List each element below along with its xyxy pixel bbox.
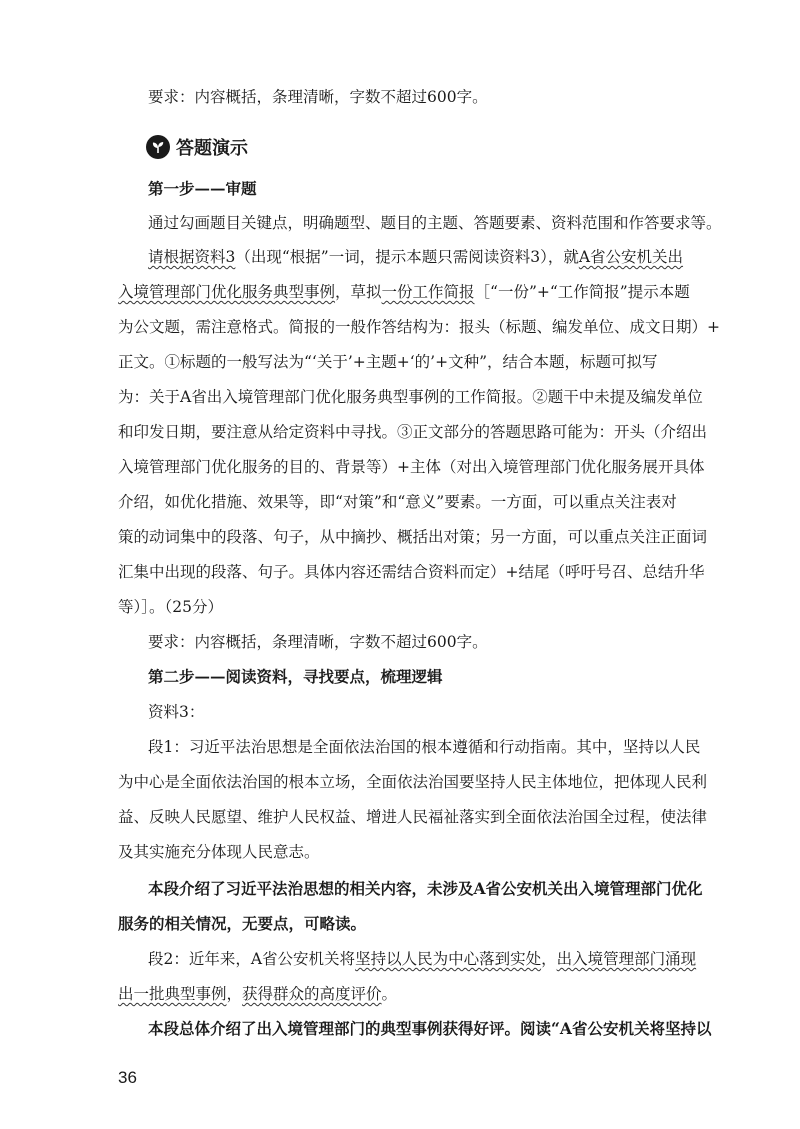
step1-requirement: 要求：内容概括，条理清晰，字数不超过600字。 xyxy=(148,633,488,651)
underlined-phrase: 请根据资料3 xyxy=(148,248,236,266)
section-header xyxy=(146,134,248,160)
step1-paragraph-line: 和印发日期，要注意从给定资料中寻找。③正文部分的答题思路可能为：开头（介绍出 xyxy=(118,423,708,441)
underlined-phrase: 出一批典型事例 xyxy=(118,985,227,1003)
underlined-phrase: A省公安机关出 xyxy=(578,248,684,266)
material-label: 资料3： xyxy=(148,703,205,721)
page-number: 36 xyxy=(118,1068,137,1087)
analysis-line: 服务的相关情况，无要点，可略读。 xyxy=(118,914,367,933)
material-paragraph-line: 出一批典型事例，获得群众的高度评价。 xyxy=(118,985,398,1003)
step1-paragraph-line: 入境管理部门优化服务典型事例，草拟一份工作简报［“一份”+“工作简报”提示本题 xyxy=(118,283,690,301)
underlined-phrase: 一份工作简报 xyxy=(381,283,475,301)
underlined-phrase: 出入境管理部门涌现 xyxy=(556,950,697,968)
step2-title: 第二步——阅读资料，寻找要点，梳理逻辑 xyxy=(148,667,443,686)
material-paragraph-line: 段1：习近平法治思想是全面依法治国的根本遵循和行动指南。其中，坚持以人民 xyxy=(148,738,701,756)
underlined-phrase: 坚持以人民为中心落到实处 xyxy=(355,950,542,968)
underlined-phrase: 获得群众的高度评价 xyxy=(242,985,382,1003)
analysis-line: 本段总体介绍了出入境管理部门的典型事例获得好评。阅读“A省公安机关将坚持以 xyxy=(148,1019,712,1038)
top-requirement: 要求：内容概括，条理清晰，字数不超过600字。 xyxy=(148,88,488,106)
step1-paragraph-line: 等）］。（25分） xyxy=(118,598,223,616)
step1-paragraph-line: 请根据资料3（出现“根据”一词，提示本题只需阅读资料3），就A省公安机关出 xyxy=(148,248,684,266)
material-paragraph-line: 为中心是全面依法治国的根本立场，全面依法治国要坚持人民主体地位，把体现人民利 xyxy=(118,773,708,791)
step1-paragraph-line: 介绍，如优化措施、效果等，即“对策”和“意义”要素。一方面，可以重点关注表对 xyxy=(118,493,677,511)
underlined-phrase: 入境管理部门优化服务典型事例 xyxy=(118,283,336,301)
analysis-line: 本段介绍了习近平法治思想的相关内容，未涉及A省公安机关出入境管理部门优化 xyxy=(148,879,703,898)
step1-intro: 通过勾画题目关键点，明确题型、题目的主题、答题要素、资料范围和作答要求等。 xyxy=(148,214,722,232)
step1-title: 第一步——审题 xyxy=(148,179,257,198)
step1-paragraph-line: 策的动词集中的段落、句子，从中摘抄、概括出对策；另一方面，可以重点关注正面词 xyxy=(118,528,708,546)
step1-paragraph-line: 为：关于A省出入境管理部门优化服务典型事例的工作简报。②题干中未提及编发单位 xyxy=(118,388,703,406)
step1-paragraph-line: 正文。①标题的一般写法为“‘关于’+主题+‘的’+文种”，结合本题，标题可拟写 xyxy=(118,353,658,371)
step1-paragraph-line: 入境管理部门优化服务的目的、背景等）+主体（对出入境管理部门优化服务展开具体 xyxy=(118,458,705,476)
step1-paragraph-line: 汇集中出现的段落、句子。具体内容还需结合资料而定）+结尾（呼吁号召、总结升华 xyxy=(118,563,705,581)
material-paragraph-line: 益、反映人民愿望、维护人民权益、增进人民福祉落实到全面依法治国全过程，使法律 xyxy=(118,808,708,826)
section-title: 答题演示 xyxy=(176,138,248,159)
sprout-icon xyxy=(146,135,170,159)
material-paragraph-line: 段2：近年来，A省公安机关将坚持以人民为中心落到实处，出入境管理部门涌现 xyxy=(148,950,697,968)
material-paragraph-line: 及其实施充分体现人民意志。 xyxy=(118,843,320,861)
step1-paragraph-line: 为公文题，需注意格式。简报的一般作答结构为：报头（标题、编发单位、成文日期）+ xyxy=(118,318,720,336)
